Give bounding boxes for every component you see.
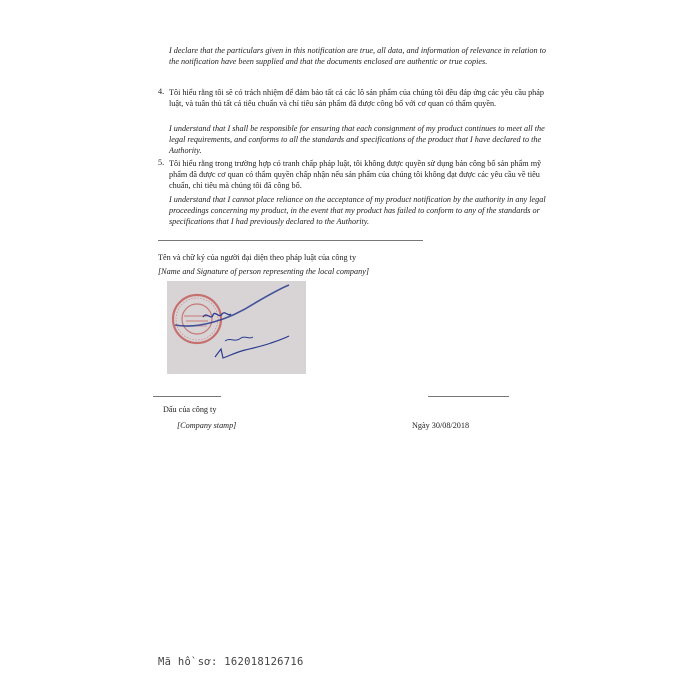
company-stamp-icon bbox=[167, 281, 306, 374]
item-5-vi: Tôi hiểu rằng trong trường hợp có tranh chấp pháp luật, tôi không được quyền sử dụng bản công bố sản phẩm mỹ phẩm đã được cơ quan có thẩm quyền chấp nhận nếu sản phẩm của chúng tôi không đạt được các yêu cầu về tiêu chuẩn, chỉ tiêu mà chúng tôi đã công bố. bbox=[169, 159, 542, 190]
signing-date: Ngày 30/08/2018 bbox=[412, 421, 470, 430]
signature-label-vi: Tên và chữ ký của người đại diện theo pháp luật của công ty bbox=[158, 253, 357, 262]
signature-label-en: [Name and Signature of person representing the local company] bbox=[158, 267, 370, 276]
item-5-en: I understand that I cannot place reliance on the acceptance of my product notification by the authority in any legal proceedings concerning my product, in the event that my product has failed to conform to any of the standards or specifications that I had previously declared to the Authority. bbox=[169, 195, 546, 226]
stamp-divider-left bbox=[153, 396, 221, 397]
stamp-divider-right bbox=[428, 396, 509, 397]
item-4-en: I understand that I shall be responsible for ensuring that each consignment of my product continues to meet all the legal requirements, and conforms to all the standards and specifications of the product that I have declared to the Authority. bbox=[169, 124, 545, 155]
declaration-intro-en: I declare that the particulars given in this notification are true, all data, and information of relevance in relation to the notification have been supplied and that the documents enclosed are authentic or true copies. bbox=[169, 46, 546, 66]
record-id: Mã hồ sơ: 162018126716 bbox=[158, 656, 304, 668]
stamp-label-vi: Dấu của công ty bbox=[163, 405, 217, 414]
signature-stamp-image bbox=[167, 281, 306, 374]
item-4-vi: Tôi hiểu rằng tôi sẽ có trách nhiệm để đảm bảo tất cả các lô sản phẩm của chúng tôi đều đáp ứng các yêu cầu pháp luật, và tuân thủ tất cả tiêu chuẩn và chỉ tiêu sản phẩm đã được công bố với cơ quan có thẩm quyền. bbox=[169, 88, 545, 108]
signature-divider bbox=[158, 240, 423, 241]
item-4-number: 4. bbox=[158, 87, 165, 96]
item-5-number: 5. bbox=[158, 158, 165, 167]
stamp-label-en: [Company stamp] bbox=[177, 421, 237, 430]
